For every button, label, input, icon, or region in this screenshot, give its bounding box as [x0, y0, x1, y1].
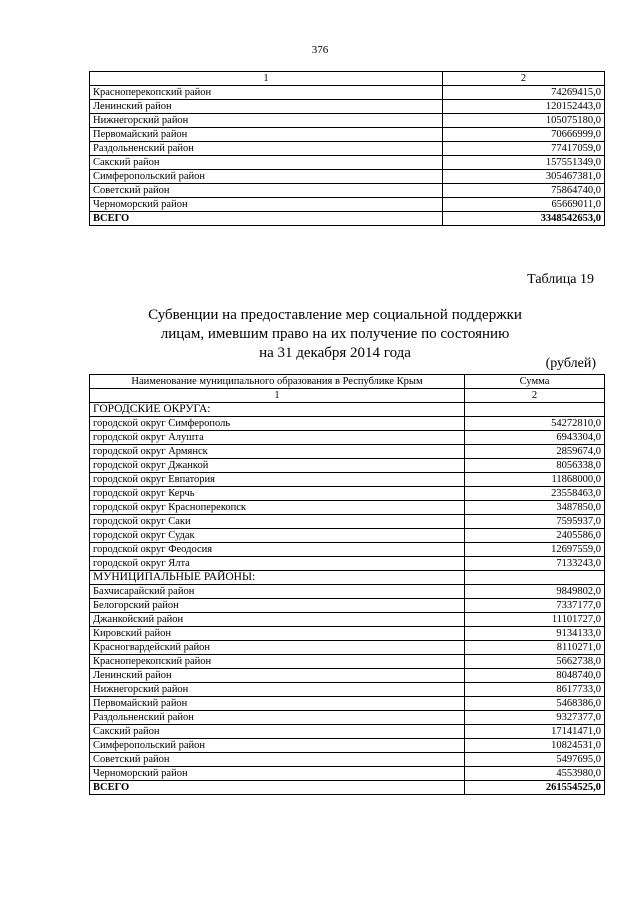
row-name: Джанкойский район [90, 613, 465, 627]
table-row [90, 417, 605, 431]
row-name: городской округ Красноперекопск [90, 501, 465, 515]
row-name: Белогорский район [90, 599, 465, 613]
row-name: Сакский район [90, 725, 465, 739]
table-header [90, 375, 605, 389]
row-value: 2405586,0 [465, 529, 605, 543]
table-header-numbers [90, 72, 605, 86]
row-value: 11868000,0 [465, 473, 605, 487]
table-row [90, 170, 605, 184]
table-row [90, 641, 605, 655]
row-name: ВСЕГО [90, 781, 465, 795]
section-heading: ГОРОДСКИЕ ОКРУГА: [90, 403, 465, 417]
row-value: 6943304,0 [465, 431, 605, 445]
table-row [90, 613, 605, 627]
row-value [465, 403, 605, 417]
table-row [90, 711, 605, 725]
row-value: 105075180,0 [443, 114, 605, 128]
row-name: городской округ Армянск [90, 445, 465, 459]
table-row [90, 515, 605, 529]
row-name: ВСЕГО [90, 212, 443, 226]
row-name: Ленинский район [90, 669, 465, 683]
title-line: Субвенции на предоставление мер социальной поддержки [148, 307, 522, 323]
row-value: 9134133,0 [465, 627, 605, 641]
row-value: 120152443,0 [443, 100, 605, 114]
table-row [90, 501, 605, 515]
title-line: на 31 декабря 2014 года [259, 345, 411, 361]
table-row [90, 473, 605, 487]
row-name: городской округ Евпатория [90, 473, 465, 487]
row-name: Советский район [90, 753, 465, 767]
table-row [90, 767, 605, 781]
page-number: 376 [311, 44, 329, 56]
row-value: 8617733,0 [465, 683, 605, 697]
row-value: 9327377,0 [465, 711, 605, 725]
row-name: городской округ Судак [90, 529, 465, 543]
row-name: Первомайский район [90, 128, 443, 142]
section-heading: МУНИЦИПАЛЬНЫЕ РАЙОНЫ: [90, 571, 465, 585]
row-name: Советский район [90, 184, 443, 198]
row-name: Кировский район [90, 627, 465, 641]
table-row [90, 753, 605, 767]
table-row [90, 184, 605, 198]
table-header-numbers [90, 389, 605, 403]
table-row [90, 557, 605, 571]
row-value: 7595937,0 [465, 515, 605, 529]
table-row [90, 739, 605, 753]
table-label: Таблица 19 [527, 272, 594, 287]
row-value: 5497695,0 [465, 753, 605, 767]
row-name: Сакский район [90, 156, 443, 170]
table-row [90, 543, 605, 557]
total-row [90, 212, 605, 226]
column-number: 2 [465, 389, 605, 403]
table-row [90, 529, 605, 543]
table-row [90, 599, 605, 613]
row-name: Красноперекопский район [90, 86, 443, 100]
row-value: 5468386,0 [465, 697, 605, 711]
row-value: 65669011,0 [443, 198, 605, 212]
table-title [120, 306, 550, 363]
table-row [90, 655, 605, 669]
row-name: Нижнегорский район [90, 683, 465, 697]
row-name: Раздольненский район [90, 142, 443, 156]
row-value: 9849802,0 [465, 585, 605, 599]
row-value: 17141471,0 [465, 725, 605, 739]
table-row [90, 142, 605, 156]
column-number: 1 [90, 389, 465, 403]
row-name: городской округ Саки [90, 515, 465, 529]
row-value: 10824531,0 [465, 739, 605, 753]
row-value: 11101727,0 [465, 613, 605, 627]
table-row [90, 669, 605, 683]
units-label: (рублей) [545, 356, 596, 371]
row-value: 77417059,0 [443, 142, 605, 156]
row-name: Красноперекопский район [90, 655, 465, 669]
row-name: Красногвардейский район [90, 641, 465, 655]
row-name: городской округ Керчь [90, 487, 465, 501]
section-row [90, 403, 605, 417]
row-name: Черноморский район [90, 198, 443, 212]
column-number: 1 [90, 72, 443, 86]
row-value: 7133243,0 [465, 557, 605, 571]
row-name: Раздольненский район [90, 711, 465, 725]
row-value: 70666999,0 [443, 128, 605, 142]
row-value: 12697559,0 [465, 543, 605, 557]
row-value: 5662738,0 [465, 655, 605, 669]
row-value: 157551349,0 [443, 156, 605, 170]
table-row [90, 431, 605, 445]
row-value: 8048740,0 [465, 669, 605, 683]
row-value [465, 571, 605, 585]
table-row [90, 86, 605, 100]
row-value: 3348542653,0 [443, 212, 605, 226]
table-row [90, 445, 605, 459]
row-value: 23558463,0 [465, 487, 605, 501]
table-row [90, 156, 605, 170]
row-name: городской округ Ялта [90, 557, 465, 571]
table-continuation [89, 71, 605, 226]
column-header-sum: Сумма [465, 375, 605, 389]
table-row [90, 725, 605, 739]
row-value: 8056338,0 [465, 459, 605, 473]
row-name: Симферопольский район [90, 170, 443, 184]
table-row [90, 198, 605, 212]
subventions-table [89, 374, 605, 795]
row-name: Первомайский район [90, 697, 465, 711]
row-name: Черноморский район [90, 767, 465, 781]
row-value: 74269415,0 [443, 86, 605, 100]
row-name: городской округ Симферополь [90, 417, 465, 431]
row-value: 3487850,0 [465, 501, 605, 515]
table-row [90, 459, 605, 473]
table-row [90, 697, 605, 711]
row-value: 7337177,0 [465, 599, 605, 613]
row-value: 2859674,0 [465, 445, 605, 459]
row-value: 54272810,0 [465, 417, 605, 431]
table-row [90, 585, 605, 599]
row-name: городской округ Алушта [90, 431, 465, 445]
row-value: 4553980,0 [465, 767, 605, 781]
row-name: Ленинский район [90, 100, 443, 114]
row-value: 261554525,0 [465, 781, 605, 795]
table-row [90, 487, 605, 501]
row-value: 8110271,0 [465, 641, 605, 655]
row-value: 75864740,0 [443, 184, 605, 198]
row-value: 305467381,0 [443, 170, 605, 184]
column-header-name: Наименование муниципального образования в Республике Крым [90, 375, 465, 389]
column-number: 2 [443, 72, 605, 86]
total-row [90, 781, 605, 795]
row-name: городской округ Феодосия [90, 543, 465, 557]
table-row [90, 100, 605, 114]
section-row [90, 571, 605, 585]
row-name: Симферопольский район [90, 739, 465, 753]
table-row [90, 114, 605, 128]
row-name: городской округ Джанкой [90, 459, 465, 473]
table-row [90, 683, 605, 697]
table-row [90, 627, 605, 641]
row-name: Нижнегорский район [90, 114, 443, 128]
title-line: лицам, имевшим право на их получение по состоянию [160, 326, 510, 342]
table-row [90, 128, 605, 142]
row-name: Бахчисарайский район [90, 585, 465, 599]
